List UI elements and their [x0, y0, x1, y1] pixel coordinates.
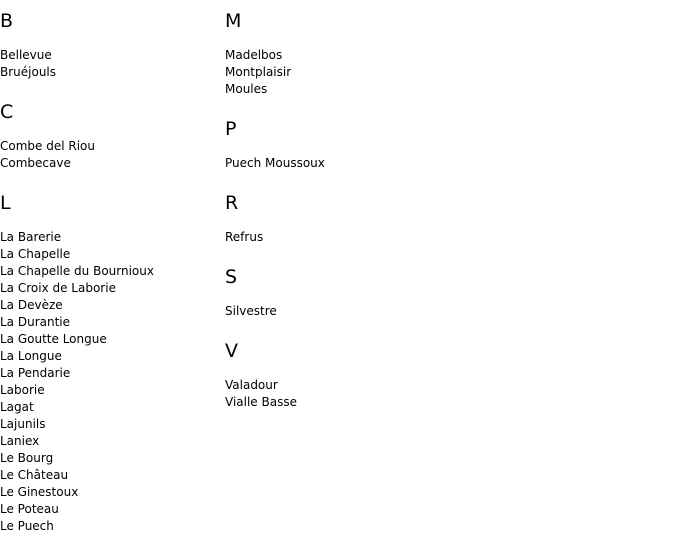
letter-group-b: [0, 8, 225, 81]
place-link[interactable]: La Barerie: [0, 230, 62, 244]
place-link[interactable]: La Longue: [0, 349, 62, 363]
place-link[interactable]: Montplaisir: [225, 65, 292, 79]
letter-heading: S: [225, 266, 238, 288]
place-link[interactable]: Laborie: [0, 383, 45, 397]
letter-group-s: [225, 264, 450, 320]
place-link[interactable]: Refrus: [225, 230, 264, 244]
letter-heading: P: [225, 118, 237, 140]
place-link[interactable]: Lajunils: [0, 417, 46, 431]
letter-heading: C: [0, 101, 14, 123]
place-link[interactable]: Combecave: [0, 156, 71, 170]
letter-group-l: [0, 190, 225, 535]
place-link[interactable]: La Chapelle du Bournioux: [0, 264, 154, 278]
place-link[interactable]: La Chapelle: [0, 247, 71, 261]
place-link[interactable]: La Devèze: [0, 298, 63, 312]
place-link[interactable]: Vialle Basse: [225, 395, 297, 409]
letter-group-p: [225, 116, 450, 172]
place-link[interactable]: Laniex: [0, 434, 40, 448]
place-link[interactable]: Combe del Riou: [0, 139, 95, 153]
place-link[interactable]: Le Bourg: [0, 451, 54, 465]
index-column-right: [225, 0, 450, 411]
letter-heading: B: [0, 10, 14, 32]
place-link[interactable]: La Pendarie: [0, 366, 71, 380]
place-link[interactable]: Le Poteau: [0, 502, 59, 516]
letter-heading: M: [225, 10, 242, 32]
letter-heading: V: [225, 340, 238, 362]
letter-group-v: [225, 338, 450, 411]
place-link[interactable]: Bruéjouls: [0, 65, 57, 79]
place-link[interactable]: Le Ginestoux: [0, 485, 79, 499]
place-link[interactable]: La Durantie: [0, 315, 71, 329]
letter-group-r: [225, 190, 450, 246]
place-link[interactable]: La Croix de Laborie: [0, 281, 116, 295]
place-link[interactable]: Madelbos: [225, 48, 283, 62]
letter-heading: L: [0, 192, 11, 214]
place-link[interactable]: Le Puech: [0, 519, 54, 533]
place-link[interactable]: La Goutte Longue: [0, 332, 107, 346]
letter-heading: R: [225, 192, 239, 214]
place-link[interactable]: Silvestre: [225, 304, 277, 318]
place-link[interactable]: Bellevue: [0, 48, 52, 62]
letter-group-c: [0, 99, 225, 172]
place-link[interactable]: Valadour: [225, 378, 278, 392]
place-link[interactable]: Lagat: [0, 400, 34, 414]
place-link[interactable]: Moules: [225, 82, 268, 96]
place-link[interactable]: Puech Moussoux: [225, 156, 325, 170]
letter-group-m: [225, 8, 450, 98]
index-column-left: [0, 0, 225, 535]
place-link[interactable]: Le Château: [0, 468, 69, 482]
